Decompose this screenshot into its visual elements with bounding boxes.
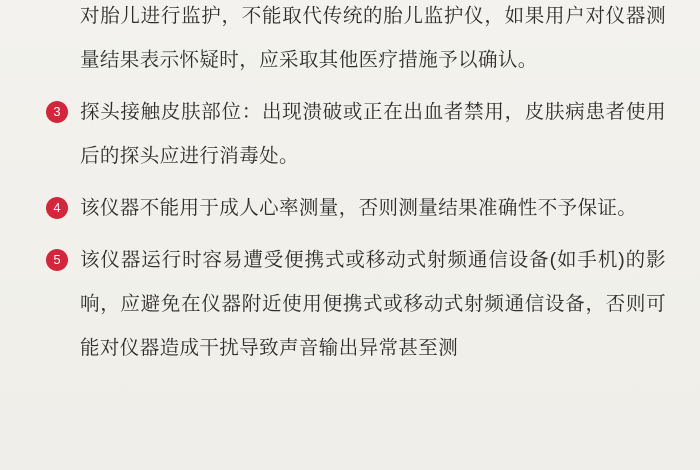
list-marker-3: 3 [46, 101, 68, 123]
paragraph-text: 该仪器运行时容易遭受便携式或移动式射频通信设备(如手机)的影响，应避免在仪器附近使用便携式或移动式射频通信设备，否则可能对仪器造成干扰导致声音输出异常甚至测 [80, 249, 666, 359]
paragraph-text: 对胎儿进行监护，不能取代传统的胎儿监护仪，如果用户对仪器测量结果表示怀疑时，应采取其他医疗措施予以确认。 [80, 5, 666, 71]
paragraph-text: 该仪器不能用于成人心率测量，否则测量结果准确性不予保证。 [80, 197, 638, 219]
list-marker-5: 5 [46, 249, 68, 271]
paragraph-text: 探头接触皮肤部位：出现溃破或正在出血者禁用，皮肤病患者使用后的探头应进行消毒处。 [80, 101, 666, 167]
list-marker-4: 4 [46, 197, 68, 219]
paragraph-continuation [44, 0, 666, 82]
list-item [44, 238, 666, 370]
list-item [44, 186, 666, 230]
document-content [44, 0, 666, 370]
list-item [44, 90, 666, 178]
